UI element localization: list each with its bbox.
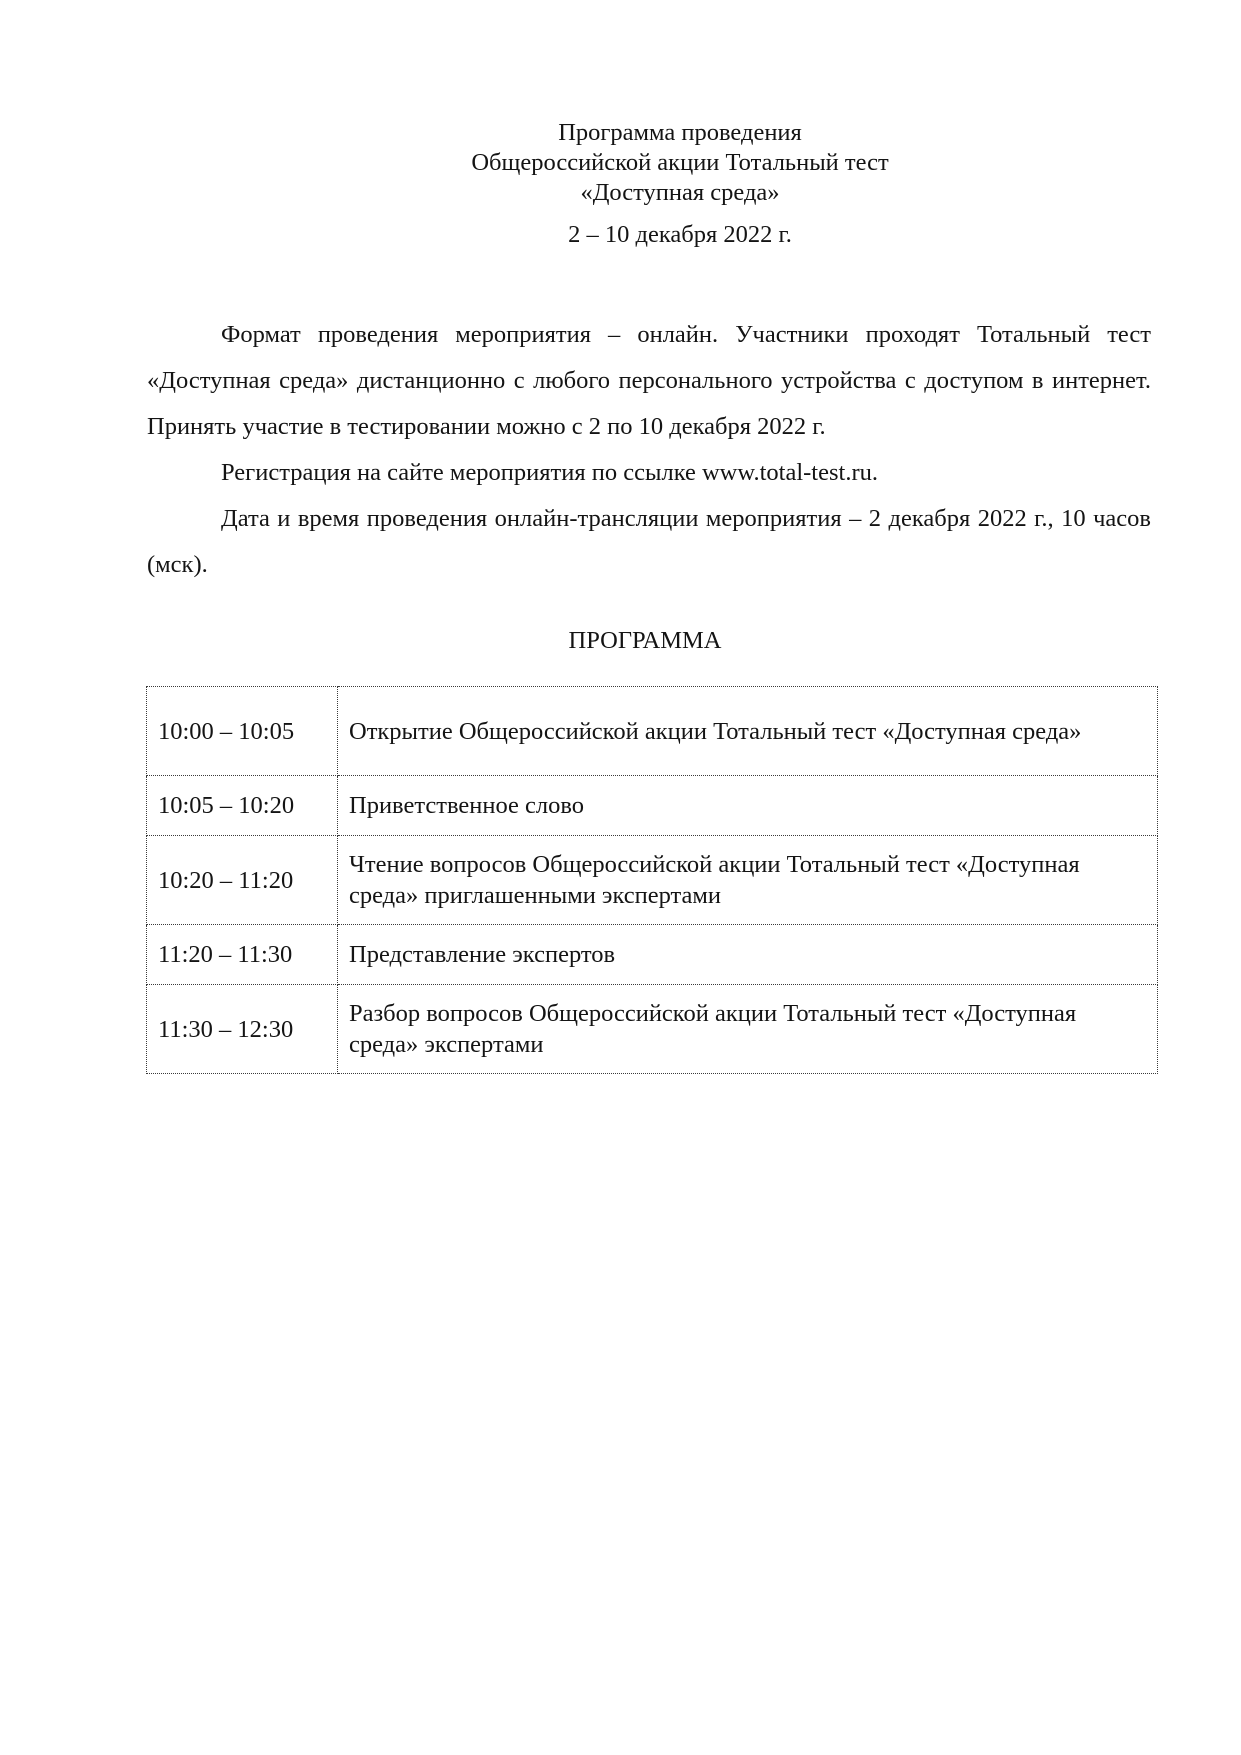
paragraph-registration: Регистрация на сайте мероприятия по ссылке www.total-test.ru. [221,459,878,486]
table-row [147,925,1158,985]
table-row [147,776,1158,836]
time-cell: 10:05 – 10:20 [147,776,338,836]
header-line-1: Программа проведения [558,119,802,146]
document-body [147,312,1151,588]
table-row [147,687,1158,776]
table-row [147,836,1158,925]
program-table [146,686,1158,1074]
time-cell: 10:00 – 10:05 [147,687,338,776]
event-cell: Разбор вопросов Общероссийской акции Тотальный тест «Доступная среда» экспертами [338,985,1158,1074]
table-row [147,985,1158,1074]
program-title: ПРОГРАММА [568,627,722,654]
document-header [0,118,1241,250]
time-cell: 10:20 – 11:20 [147,836,338,925]
paragraph-format: Формат проведения мероприятия – онлайн. Участники проходят Тотальный тест «Доступная среда» дистанционно с любого персонального устройства с доступом в интернет. Принять участие в тестировании можно с 2 по 10 декабря 2022 г. [147,321,1151,440]
time-cell: 11:30 – 12:30 [147,985,338,1074]
paragraph-broadcast: Дата и время проведения онлайн-трансляции мероприятия – 2 декабря 2022 г., 10 часов (мск). [147,505,1151,578]
time-cell: 11:20 – 11:30 [147,925,338,985]
event-cell: Чтение вопросов Общероссийской акции Тотальный тест «Доступная среда» приглашенными экспертами [338,836,1158,925]
event-cell: Открытие Общероссийской акции Тотальный тест «Доступная среда» [338,687,1158,776]
event-cell: Приветственное слово [338,776,1158,836]
event-cell: Представление экспертов [338,925,1158,985]
header-date: 2 – 10 декабря 2022 г. [568,221,792,248]
header-line-3: «Доступная среда» [580,179,780,206]
header-line-2: Общероссийской акции Тотальный тест [471,149,889,176]
